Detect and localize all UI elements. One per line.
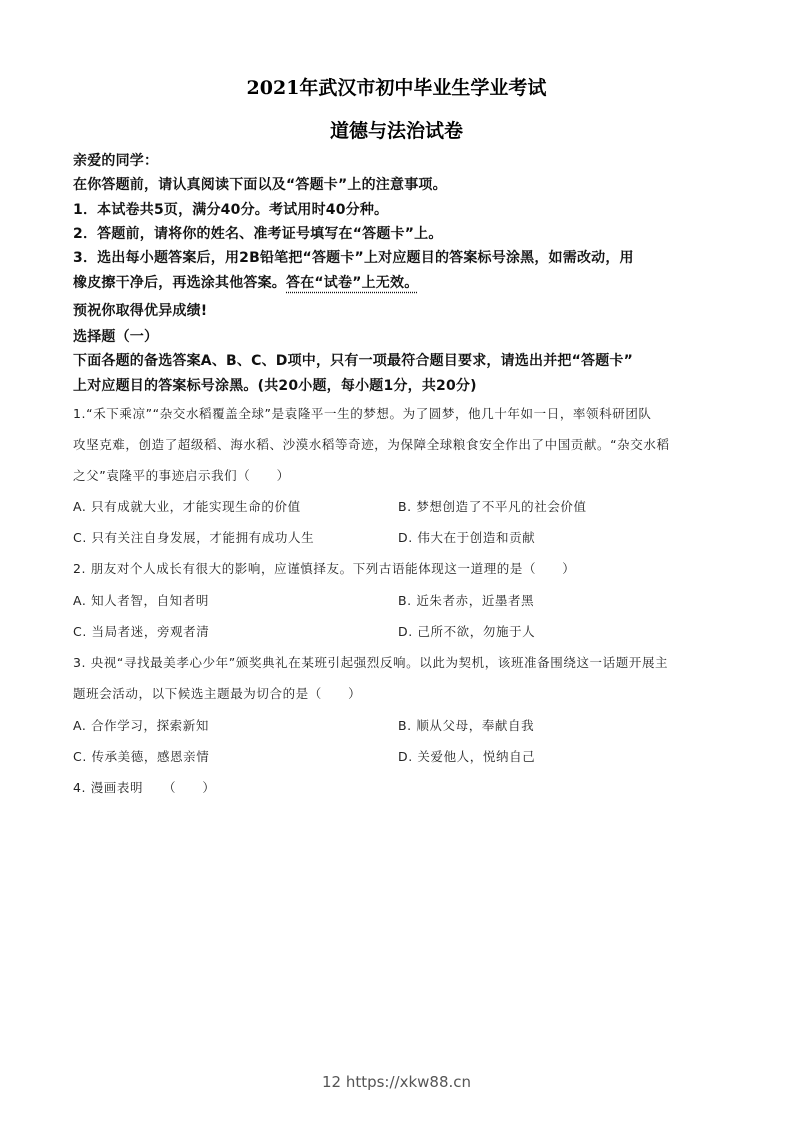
question-1-line-3: 之父”袁隆平的事迹启示我们（ ） xyxy=(73,468,290,483)
question-1-line-2: 攻坚克难，创造了超级稻、海水稻、沙漠水稻等奇迹，为保障全球粮食安全作出了中国贡献。“杂交水稻 xyxy=(73,437,670,452)
instruction-item-3-text: 橡皮擦干净后，再选涂其他答案。 xyxy=(73,275,286,291)
emphasized-warning: 答在“试卷”上无效。 xyxy=(286,275,419,291)
greeting: 亲爱的同学： xyxy=(73,153,159,169)
good-luck-wish: 预祝你取得优异成绩! xyxy=(73,303,208,319)
question-2-option-c: C. 当局者迷，旁观者清 xyxy=(73,624,210,639)
instructions-intro: 在你答题前，请认真阅读下面以及“答题卡”上的注意事项。 xyxy=(73,177,447,193)
section-description-line-2: 上对应题目的答案标号涂黑。(共20小题，每小题1分，共20分) xyxy=(73,378,477,394)
exam-title: 2021年武汉市初中毕业生学业考试 xyxy=(246,77,547,99)
section-description-line-1: 下面各题的备选答案A、B、C、D项中，只有一项最符合题目要求，请选出并把“答题卡” xyxy=(73,353,634,369)
question-2-option-d: D. 己所不欲，勿施于人 xyxy=(398,624,536,639)
page-footer: 12 https://xkw88.cn xyxy=(321,1073,472,1091)
question-3-option-a: A. 合作学习，探索新知 xyxy=(73,718,209,733)
exam-subtitle: 道德与法治试卷 xyxy=(329,120,463,142)
question-2-option-b: B. 近朱者赤，近墨者黑 xyxy=(398,593,535,608)
question-2-line-1: 2. 朋友对个人成长有很大的影响，应谨慎择友。下列古语能体现这一道理的是（ ） xyxy=(73,561,576,576)
question-1-option-d: D. 伟大在于创造和贡献 xyxy=(398,530,536,545)
instruction-item-3-line-1: 3．选出每小题答案后，用2B铅笔把“答题卡”上对应题目的答案标号涂黑，如需改动，用 xyxy=(73,250,634,266)
question-1-option-c: C. 只有关注自身发展，才能拥有成功人生 xyxy=(73,530,315,545)
question-1-option-b: B. 梦想创造了不平凡的社会价值 xyxy=(398,499,587,514)
question-3-option-d: D. 关爱他人，悦纳自己 xyxy=(398,749,536,764)
question-1-option-a: A. 只有成就大业，才能实现生命的价值 xyxy=(73,499,301,514)
question-3-line-2: 题班会活动，以下候选主题最为切合的是（ ） xyxy=(73,686,362,701)
question-4-line-1: 4. 漫画表明 （ ） xyxy=(73,780,216,795)
question-1-line-1: 1.“禾下乘凉”“杂交水稻覆盖全球”是袁隆平一生的梦想。为了圆梦，他几十年如一日，率领科研团队 xyxy=(73,406,652,421)
question-3-line-1: 3. 央视“寻找最美孝心少年”颁奖典礼在某班引起强烈反响。以此为契机，该班准备围绕这一话题开展主 xyxy=(73,655,669,670)
question-3-option-c: C. 传承美德，感恩亲情 xyxy=(73,749,210,764)
instruction-item-1: 1．本试卷共5页，满分40分。考试用时40分种。 xyxy=(73,202,389,218)
instruction-item-2: 2．答题前，请将你的姓名、准考证号填写在“答题卡”上。 xyxy=(73,226,443,242)
question-2-option-a: A. 知人者智，自知者明 xyxy=(73,593,209,608)
question-3-option-b: B. 顺从父母，奉献自我 xyxy=(398,718,535,733)
instruction-item-3-line-2 xyxy=(73,272,418,292)
section-title: 选择题（一） xyxy=(73,329,159,345)
